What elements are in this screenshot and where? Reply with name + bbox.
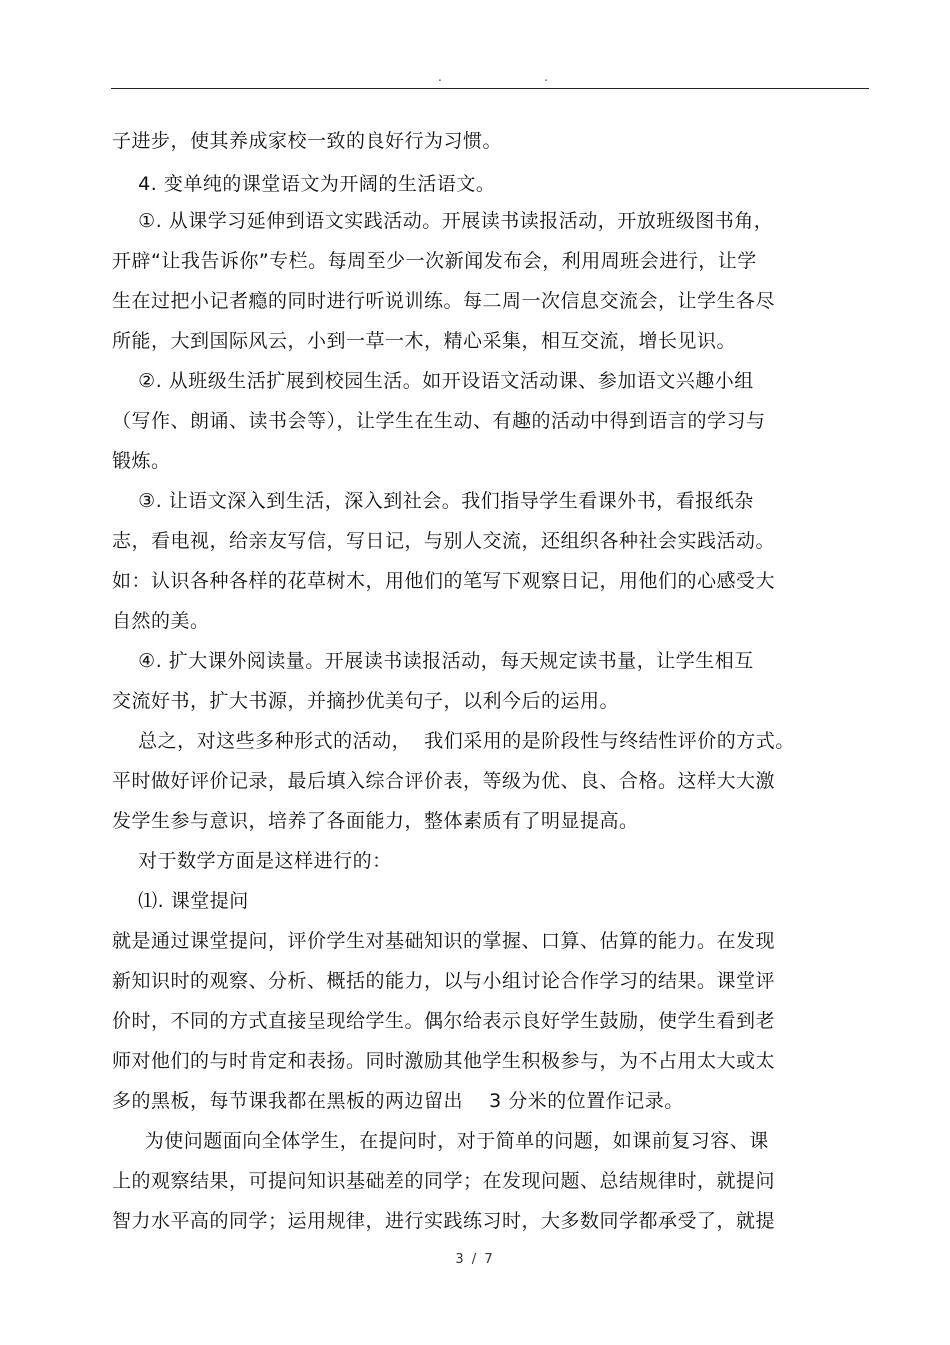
text-line: ①. 从课学习延伸到语文实践活动。开展读书读报活动，开放班级图书角， xyxy=(112,210,774,232)
text-line: 锻炼。 xyxy=(112,450,171,472)
header-dot-left: . xyxy=(438,70,442,84)
text-line: 所能，大到国际风云，小到一草一木，精心采集，相互交流，增长见识。 xyxy=(112,330,737,352)
text-line: （写作、朗诵、读书会等），让学生在生动、有趣的活动中得到语言的学习与 xyxy=(112,410,766,432)
text-line: 对于数学方面是这样进行的： xyxy=(112,850,392,872)
text-line: ⑴. 课堂提问 xyxy=(112,890,249,912)
text-line: 多的黑板，每节课我都在黑板的两边留出 3 分米的位置作记录。 xyxy=(112,1090,684,1112)
text-line: 志，看电视，给亲友写信，写日记，与别人交流，还组织各种社会实践活动。 xyxy=(112,530,776,552)
text-line: 师对他们的与时肯定和表扬。同时激励其他学生积极参与，为不占用太大或太 xyxy=(112,1050,776,1072)
text-line: 4. 变单纯的课堂语文为开阔的生活语文。 xyxy=(112,173,496,195)
text-line: ②. 从班级生活扩展到校园生活。如开设语文活动课、参加语文兴趣小组 xyxy=(112,370,754,392)
text-line: ④. 扩大课外阅读量。开展读书读报活动，每天规定读书量，让学生相互 xyxy=(112,650,754,672)
text-line: 生在过把小记者瘾的同时进行听说训练。每二周一次信息交流会，让学生各尽 xyxy=(112,290,776,312)
text-line: 就是通过课堂提问，评价学生对基础知识的掌握、口算、估算的能力。在发现 xyxy=(112,930,776,952)
text-line: 发学生参与意识，培养了各面能力，整体素质有了明显提高。 xyxy=(112,810,639,832)
text-line: 总之，对这些多种形式的活动， 我们采用的是阶段性与终结性评价的方式。 xyxy=(112,730,795,752)
header-marks xyxy=(438,70,548,84)
text-line: 子进步，使其养成家校一致的良好行为习惯。 xyxy=(112,130,503,152)
text-line: ③. 让语文深入到生活，深入到社会。我们指导学生看课外书，看报纸杂 xyxy=(112,490,754,512)
text-line: 平时做好评价记录，最后填入综合评价表，等级为优、良、合格。这样大大激 xyxy=(112,770,776,792)
text-line: 新知识时的观察、分析、概括的能力，以与小组讨论合作学习的结果。课堂评 xyxy=(112,970,776,992)
header-dot-right: . xyxy=(544,70,548,84)
text-line: 交流好书，扩大书源，并摘抄优美句子，以利今后的运用。 xyxy=(112,690,620,712)
page-indicator: 3 / 7 xyxy=(455,1252,495,1267)
text-line: 如：认识各种各样的花草树木，用他们的笔写下观察日记，用他们的心感受大 xyxy=(112,570,776,592)
text-line: 价时，不同的方式直接呈现给学生。偶尔给表示良好学生鼓励，使学生看到老 xyxy=(112,1010,776,1032)
text-line: 自然的美。 xyxy=(112,610,210,632)
header-rule xyxy=(111,88,869,89)
text-line: 为使问题面向全体学生，在提问时，对于简单的问题，如课前复习容、课 xyxy=(112,1130,769,1152)
text-line: 上的观察结果，可提问知识基础差的同学；在发现问题、总结规律时，就提问 xyxy=(112,1170,776,1192)
text-line: 开辟“让我告诉你”专栏。每周至少一次新闻发布会，利用周班会进行，让学 xyxy=(112,250,757,272)
text-line: 智力水平高的同学；运用规律，进行实践练习时，大多数同学都承受了，就提 xyxy=(112,1210,776,1232)
